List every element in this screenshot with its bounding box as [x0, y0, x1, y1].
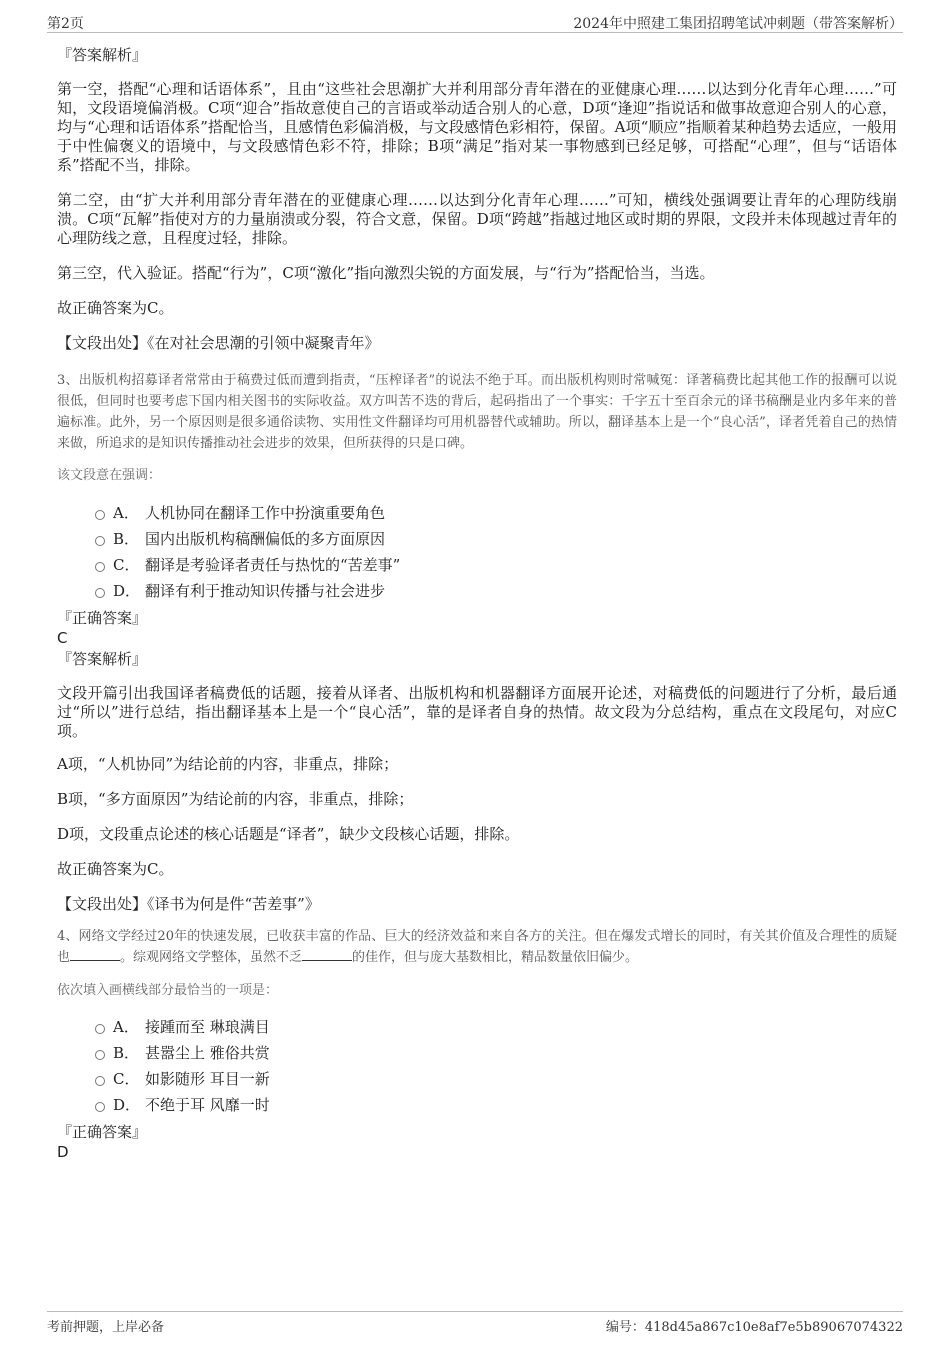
q2-source: 【文段出处】《在对社会思潮的引领中凝聚青年》 [57, 334, 380, 352]
q3-prompt: 该文段意在强调： [57, 468, 162, 483]
q3-analysis-main: 文段开篇引出我国译者稿费低的话题，接着从译者、出版机构和机器翻译方面展开论述，对稿费低的问题进行了分析，最后通过“所以”进行总结，指出翻译基本上是一个“良心活”，靠的是译者自身的热情。故文段为分总结构，重点在文段尾句，对应C项。 [57, 684, 897, 740]
q4-options [95, 1013, 897, 1117]
radio-icon[interactable] [95, 1050, 105, 1060]
radio-icon[interactable] [95, 562, 105, 572]
q3-analysis-d: D项，文段重点论述的核心话题是“译者”，缺少文段核心话题，排除。 [57, 825, 520, 843]
q4-prompt: 依次填入画横线部分最恰当的一项是： [57, 983, 279, 998]
q4-option-c[interactable]: C． 如影随形 耳目一新 [95, 1065, 897, 1091]
q2-analysis-blank3: 第三空，代入验证。搭配“行为”，C项“激化”指向激烈尖锐的方面发展，与“行为”搭配恰当，当选。 [57, 264, 715, 282]
blank-line [302, 949, 352, 961]
q3-question-text: 3、出版机构招募译者常常由于稿费过低而遭到指责，“压榨译者”的说法不绝于耳。而出版机构则时常喊冤：译著稿费比起其他工作的报酬可以说很低，但同时也要考虑下国内相关图书的实际收益。双方叫苦不迭的背后，起码指出了一个事实：千字五十至百余元的译书稿酬是业内多年来的普遍标准。此外，另一个原因则是很多通俗读物、实用性文件翻译均可用机器替代或辅助。所以，翻译基本上是一个“良心活”，译者凭着自己的热情来做，所追求的是知识传播推动社会进步的效果，但所获得的只是口碑。 [57, 373, 897, 451]
page-footer [47, 1311, 903, 1336]
q3-option-a[interactable]: A． 人机协同在翻译工作中扮演重要角色 [95, 499, 897, 525]
document-code: 编号：418d45a867c10e8af7e5b89067074322 [605, 1320, 903, 1335]
correct-answer-label: 『正确答案』 [57, 1123, 148, 1141]
radio-icon[interactable] [95, 1102, 105, 1112]
document-title: 2024年中照建工集团招聘笔试冲刺题（带答案解析） [573, 16, 903, 32]
q3-conclusion: 故正确答案为C。 [57, 860, 174, 878]
q3-option-b[interactable]: B． 国内出版机构稿酬偏低的多方面原因 [95, 525, 897, 551]
radio-icon[interactable] [95, 1024, 105, 1034]
q4-option-d[interactable]: D． 不绝于耳 风靡一时 [95, 1091, 897, 1117]
q3-options [95, 499, 897, 603]
radio-icon[interactable] [95, 1076, 105, 1086]
q3-analysis-a: A项，“人机协同”为结论前的内容，非重点，排除； [57, 755, 399, 773]
q2-conclusion: 故正确答案为C。 [57, 299, 174, 317]
q4-option-a[interactable]: A． 接踵而至 琳琅满目 [95, 1013, 897, 1039]
q3-correct-answer: C [57, 629, 68, 647]
analysis-label: 『答案解析』 [57, 46, 148, 64]
q3-source: 【文段出处】《译书为何是件“苦差事”》 [57, 895, 320, 913]
q4-question-text: 4、网络文学经过20年的快速发展，已收获丰富的作品、巨大的经济效益和来自各方的关注。但在爆发式增长的同时，有关其价值及合理性的质疑也 。综观网络文学整体，虽然不乏 的佳作，但与庞大基数相比，精品数量依旧偏少。 [57, 929, 897, 965]
q4-option-b[interactable]: B． 甚嚣尘上 雅俗共赏 [95, 1039, 897, 1065]
q2-analysis-blank2: 第二空，由“扩大并利用部分青年潜在的亚健康心理……以达到分化青年心理……”可知，横线处强调要让青年的心理防线崩溃。C项“瓦解”指使对方的力量崩溃或分裂，符合文意，保留。D项“跨越”指越过地区或时期的界限，文段并未体现越过青年的心理防线之意，且程度过轻，排除。 [57, 191, 897, 247]
footer-slogan: 考前押题，上岸必备 [47, 1320, 165, 1335]
page-content [57, 44, 897, 1162]
radio-icon[interactable] [95, 536, 105, 546]
blank-line [70, 949, 120, 961]
page-number: 第2页 [47, 16, 84, 32]
radio-icon[interactable] [95, 588, 105, 598]
page-header [47, 10, 903, 33]
q3-option-c[interactable]: C． 翻译是考验译者责任与热忱的“苦差事” [95, 551, 897, 577]
correct-answer-label: 『正确答案』 [57, 609, 148, 627]
q4-correct-answer: D [57, 1143, 69, 1161]
q3-analysis-b: B项，“多方面原因”为结论前的内容，非重点，排除； [57, 790, 414, 808]
analysis-label: 『答案解析』 [57, 650, 148, 668]
radio-icon[interactable] [95, 510, 105, 520]
q3-option-d[interactable]: D． 翻译有利于推动知识传播与社会进步 [95, 577, 897, 603]
q2-analysis-blank1: 第一空，搭配“心理和话语体系”，且由“这些社会思潮扩大并利用部分青年潜在的亚健康心理……以达到分化青年心理……”可知，文段语境偏消极。C项“迎合”指故意使自己的言语或举动适合别人的心意，D项“逢迎”指说话和做事故意迎合别人的心意，均与“心理和话语体系”搭配恰当，且感情色彩偏消极，与文段感情色彩相符，保留。A项“顺应”指顺着某种趋势去适应，一般用于中性偏褒义的语境中，与文段感情色彩不符，排除；B项“满足”指对某一事物感到已经足够，可搭配“心理”，但与“话语体系”搭配不当，排除。 [57, 80, 897, 174]
